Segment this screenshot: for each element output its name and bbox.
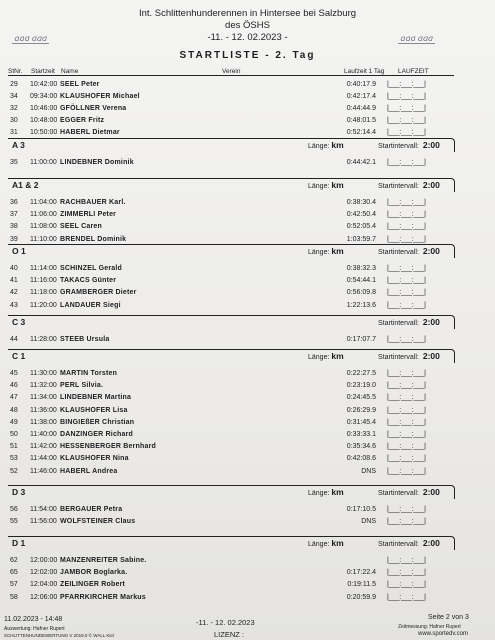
starter-row xyxy=(10,158,450,168)
laufzeit-day1: 0:48:01.5 xyxy=(346,117,376,124)
starter-name: PERL Silvia. xyxy=(60,382,104,390)
sponsor-logo-right: ᗡᗡᗡ ᗡᗡᗡ xyxy=(400,37,433,43)
interval-label: Startintervall: xyxy=(378,143,419,150)
starter-row xyxy=(10,335,450,345)
class-header xyxy=(8,315,455,329)
laufzeit-entry-box: |___:___:___| xyxy=(387,431,426,438)
interval-value: 2:00 xyxy=(422,487,440,497)
start-time: 09:34:00 xyxy=(30,93,58,100)
starter-name: HABERL Dietmar xyxy=(60,129,120,136)
starter-row xyxy=(10,116,450,126)
laufzeit-entry-box: |___:___:___| xyxy=(387,406,426,414)
starter-name: MANZENREITER Sabine. xyxy=(60,557,147,564)
class-interval xyxy=(378,179,440,193)
start-number: 47 xyxy=(10,394,18,402)
starter-name: WOLFSTEINER Claus xyxy=(60,518,136,526)
laufzeit-entry-box: |___:___:___| xyxy=(387,443,426,451)
starter-name: BERGAUER Petra xyxy=(60,506,123,513)
footer-zeitmessung: Zeitmessung: Hafner Rupert xyxy=(398,624,461,630)
starter-name: BRENDEL Dominik xyxy=(60,235,127,243)
document-title: STARTLISTE - 2. Tag xyxy=(179,50,316,61)
laufzeit-day1: 0:17:07.7 xyxy=(346,336,376,343)
laufzeit-day1: DNS xyxy=(361,518,376,526)
start-number: 48 xyxy=(10,406,18,414)
start-time: 11:42:00 xyxy=(30,443,57,451)
starter-row xyxy=(10,128,450,138)
start-time: 12:06:00 xyxy=(30,593,58,601)
starter-row xyxy=(10,556,450,566)
starter-name: HESSENBERGER Bernhard xyxy=(60,443,156,451)
start-time: 11:32:00 xyxy=(30,382,57,390)
start-number: 55 xyxy=(10,518,18,526)
event-organizer: des ÖSHS xyxy=(225,20,270,31)
start-time: 11:46:00 xyxy=(30,467,57,475)
start-time: 12:00:00 xyxy=(30,557,58,564)
laufzeit-entry-box: |___:___:___| xyxy=(387,506,426,513)
start-number: 65 xyxy=(10,569,18,577)
starter-name: SEEL Caren xyxy=(60,223,102,231)
laufzeit-day1: 0:17:10.5 xyxy=(346,506,376,513)
starter-row xyxy=(10,276,450,286)
length-unit: km xyxy=(331,140,344,150)
start-number: 51 xyxy=(10,443,18,451)
starter-name: DANZINGER Richard xyxy=(60,431,134,438)
class-length xyxy=(308,245,344,259)
starter-row xyxy=(10,393,450,403)
laufzeit-entry-box: |___:___:___| xyxy=(387,394,426,402)
laufzeit-entry-box: |___:___:___| xyxy=(387,289,426,297)
starter-name: SEEL Peter xyxy=(60,81,100,88)
footer-datetime: 11.02.2023 - 14:48 xyxy=(4,616,63,623)
class-length xyxy=(308,537,344,551)
length-unit: km xyxy=(331,351,344,361)
interval-value: 2:00 xyxy=(422,317,440,327)
laufzeit-entry-box: |___:___:___| xyxy=(387,569,426,577)
footer-dates: -11. - 12. 02.2023 xyxy=(196,618,255,627)
start-time: 11:16:00 xyxy=(30,277,57,285)
laufzeit-day1: 0:31:45.4 xyxy=(346,418,376,426)
length-label: Länge: xyxy=(308,541,330,548)
interval-value: 2:00 xyxy=(422,538,440,548)
start-number: 31 xyxy=(10,129,18,136)
start-time: 12:02:00 xyxy=(30,569,58,577)
start-time: 11:36:00 xyxy=(30,406,57,414)
starter-name: PFARRKIRCHER Markus xyxy=(60,593,146,601)
laufzeit-day1: 0:42:50.4 xyxy=(346,211,376,219)
col-verein: Verein xyxy=(222,68,241,75)
class-interval xyxy=(378,245,440,259)
starter-row xyxy=(10,222,450,232)
col-startnr: StNr. xyxy=(8,68,23,75)
starter-row xyxy=(10,92,450,102)
laufzeit-day1: 1:03:59.7 xyxy=(346,235,376,243)
starter-name: LINDEBNER Martina xyxy=(60,394,132,402)
length-unit: km xyxy=(331,180,344,190)
laufzeit-day1: 0:26:29.9 xyxy=(346,406,376,414)
start-number: 36 xyxy=(10,199,18,206)
start-number: 62 xyxy=(10,557,18,564)
starter-name: BINGIEßER Christian xyxy=(60,418,135,426)
laufzeit-entry-box: |___:___:___| xyxy=(387,129,426,136)
start-time: 11:20:00 xyxy=(30,301,57,309)
class-header xyxy=(8,244,455,258)
class-name: A1 & 2 xyxy=(12,180,39,190)
class-name: A 3 xyxy=(12,140,25,150)
class-header xyxy=(8,485,455,499)
class-header xyxy=(8,178,455,192)
laufzeit-day1: 0:52:14.4 xyxy=(346,129,376,136)
starter-row xyxy=(10,80,450,90)
class-length xyxy=(308,350,344,364)
starter-row xyxy=(10,454,450,464)
interval-label: Startintervall: xyxy=(378,183,419,190)
laufzeit-day1: 0:20:59.9 xyxy=(346,593,376,601)
start-number: 57 xyxy=(10,581,18,589)
start-time: 11:18:00 xyxy=(30,289,57,297)
starter-name: ZEILINGER Robert xyxy=(60,581,126,589)
start-time: 10:46:00 xyxy=(30,105,58,112)
class-name: C 1 xyxy=(12,351,26,361)
laufzeit-entry-box: |___:___:___| xyxy=(387,518,426,526)
length-unit: km xyxy=(331,538,344,548)
starter-name: GRAMBERGER Dieter xyxy=(60,289,137,297)
class-interval xyxy=(378,139,440,153)
laufzeit-entry-box: |___:___:___| xyxy=(387,105,426,112)
start-time: 11:30:00 xyxy=(30,370,57,377)
sponsor-logo-left: ᗡᗡᗡ ᗡᗡᗡ xyxy=(14,37,47,43)
start-number: 34 xyxy=(10,93,18,100)
class-header xyxy=(8,138,455,152)
starter-row xyxy=(10,580,450,590)
start-number: 46 xyxy=(10,382,18,390)
class-name: O 1 xyxy=(12,246,26,256)
start-number: 29 xyxy=(10,81,18,88)
class-length xyxy=(308,139,344,153)
start-number: 45 xyxy=(10,370,18,377)
starter-name: JAMBOR Boglarka. xyxy=(60,569,128,577)
interval-value: 2:00 xyxy=(422,140,440,150)
starter-row xyxy=(10,264,450,274)
class-name: D 3 xyxy=(12,487,26,497)
laufzeit-entry-box: |___:___:___| xyxy=(387,593,426,601)
event-dates: -11. - 12. 02.2023 - xyxy=(207,32,288,43)
starter-name: KLAUSHOFER Nina xyxy=(60,455,129,463)
length-unit: km xyxy=(331,246,344,256)
start-time: 11:14:00 xyxy=(30,265,57,272)
start-time: 11:10:00 xyxy=(30,235,57,243)
laufzeit-day1: 0:33:33.1 xyxy=(346,431,376,438)
start-number: 30 xyxy=(10,117,18,124)
starter-name: MARTIN Torsten xyxy=(60,370,118,377)
start-number: 56 xyxy=(10,506,18,513)
laufzeit-entry-box: |___:___:___| xyxy=(387,455,426,463)
start-time: 11:38:00 xyxy=(30,418,57,426)
start-number: 38 xyxy=(10,223,18,231)
laufzeit-day1: 0:19:11.5 xyxy=(347,581,376,589)
start-number: 52 xyxy=(10,467,18,475)
laufzeit-entry-box: |___:___:___| xyxy=(387,301,426,309)
start-time: 11:44:00 xyxy=(30,455,57,463)
class-name: C 3 xyxy=(12,317,26,327)
laufzeit-entry-box: |___:___:___| xyxy=(387,235,426,243)
laufzeit-entry-box: |___:___:___| xyxy=(387,581,426,589)
starter-name: STEEB Ursula xyxy=(60,336,110,343)
class-length xyxy=(308,179,344,193)
start-time: 10:48:00 xyxy=(30,117,58,124)
interval-label: Startintervall: xyxy=(378,354,419,361)
event-title: Int. Schlittenhunderennen in Hintersee bei Salzburg xyxy=(138,8,357,19)
length-label: Länge: xyxy=(308,354,330,361)
laufzeit-day1: 0:17:22.4 xyxy=(346,569,376,577)
starter-name: SCHINZEL Gerald xyxy=(60,265,122,272)
col-startzeit: Startzeit xyxy=(31,68,55,75)
laufzeit-entry-box: |___:___:___| xyxy=(387,370,426,377)
footer-auswertung: Auswertung: Hafner Rupert xyxy=(4,626,65,632)
starter-row xyxy=(10,406,450,416)
laufzeit-day1: 1:22:13.6 xyxy=(346,301,376,309)
laufzeit-day1: 0:42:08.6 xyxy=(346,455,376,463)
laufzeit-entry-box: |___:___:___| xyxy=(387,223,426,231)
length-label: Länge: xyxy=(308,143,330,150)
laufzeit-day1: 0:23:19.0 xyxy=(346,382,376,390)
class-name: D 1 xyxy=(12,538,26,548)
starter-row xyxy=(10,505,450,515)
starter-row xyxy=(10,381,450,391)
laufzeit-entry-box: |___:___:___| xyxy=(387,211,426,219)
interval-value: 2:00 xyxy=(422,351,440,361)
start-time: 11:54:00 xyxy=(30,506,57,513)
starter-row xyxy=(10,442,450,452)
interval-label: Startintervall: xyxy=(378,320,419,327)
starter-row xyxy=(10,593,450,603)
laufzeit-entry-box: |___:___:___| xyxy=(387,467,426,475)
laufzeit-entry-box: |___:___:___| xyxy=(387,336,426,343)
class-header xyxy=(8,536,455,550)
start-time: 10:50:00 xyxy=(30,129,58,136)
starter-row xyxy=(10,288,450,298)
start-number: 53 xyxy=(10,455,18,463)
starter-row xyxy=(10,430,450,440)
laufzeit-entry-box: |___:___:___| xyxy=(387,159,426,166)
class-length xyxy=(308,486,344,500)
laufzeit-day1: 0:38:32.3 xyxy=(346,265,376,272)
start-number: 35 xyxy=(10,159,18,166)
starter-name: HABERL Andrea xyxy=(60,467,118,475)
class-interval xyxy=(378,486,440,500)
starter-row xyxy=(10,104,450,114)
laufzeit-day1: 0:54:44.1 xyxy=(346,277,376,285)
laufzeit-day1: 0:38:30.4 xyxy=(346,199,376,206)
footer-software: SCHLITTENHUNDEWERTUNG V 2019.0 © WALL Kiel xyxy=(4,633,114,638)
laufzeit-entry-box: |___:___:___| xyxy=(387,382,426,390)
start-number: 32 xyxy=(10,105,18,112)
starter-name: EGGER Fritz xyxy=(60,117,105,124)
laufzeit-day1: DNS xyxy=(361,467,376,475)
length-unit: km xyxy=(331,487,344,497)
interval-value: 2:00 xyxy=(422,180,440,190)
start-time: 11:28:00 xyxy=(30,336,57,343)
starter-name: ZIMMERLI Peter xyxy=(60,211,117,219)
interval-label: Startintervall: xyxy=(378,249,419,256)
start-number: 40 xyxy=(10,265,18,272)
laufzeit-day1: 0:52:05.4 xyxy=(346,223,376,231)
start-number: 43 xyxy=(10,301,18,309)
starter-row xyxy=(10,210,450,220)
laufzeit-day1: 0:42:17.4 xyxy=(346,93,376,100)
starter-name: GFÖLLNER Verena xyxy=(60,105,127,112)
laufzeit-entry-box: |___:___:___| xyxy=(387,265,426,272)
interval-value: 2:00 xyxy=(422,246,440,256)
starter-row xyxy=(10,301,450,311)
start-number: 41 xyxy=(10,277,18,285)
starter-name: TAKACS Günter xyxy=(60,277,117,285)
start-number: 50 xyxy=(10,431,18,438)
laufzeit-day1: 0:22:27.5 xyxy=(346,370,376,377)
starter-name: LINDEBNER Dominik xyxy=(60,159,134,166)
interval-label: Startintervall: xyxy=(378,541,419,548)
laufzeit-day1: 0:44:42.1 xyxy=(346,159,376,166)
footer-web: www.sportedv.com xyxy=(418,631,468,637)
starter-row xyxy=(10,568,450,578)
start-time: 11:04:00 xyxy=(30,199,57,206)
starter-row xyxy=(10,369,450,379)
laufzeit-day1: 0:40:17.9 xyxy=(346,81,376,88)
starter-name: KLAUSHOFER Lisa xyxy=(60,406,128,414)
start-time: 10:42:00 xyxy=(30,81,58,88)
laufzeit-entry-box: |___:___:___| xyxy=(387,117,426,124)
starter-row xyxy=(10,467,450,477)
start-time: 11:08:00 xyxy=(30,223,57,231)
laufzeit-day1: 0:35:34.6 xyxy=(346,443,376,451)
laufzeit-day1: 0:24:45.5 xyxy=(346,394,376,402)
start-time: 11:00:00 xyxy=(30,159,57,166)
starter-row xyxy=(10,198,450,208)
start-number: 44 xyxy=(10,336,18,343)
laufzeit-entry-box: |___:___:___| xyxy=(387,557,426,564)
class-header xyxy=(8,349,455,363)
laufzeit-entry-box: |___:___:___| xyxy=(387,277,426,285)
header-rule xyxy=(8,75,454,76)
start-number: 39 xyxy=(10,235,18,243)
start-time: 11:34:00 xyxy=(30,394,57,402)
laufzeit-entry-box: |___:___:___| xyxy=(387,93,426,100)
start-time: 11:40:00 xyxy=(30,431,57,438)
start-number: 49 xyxy=(10,418,18,426)
starter-name: KLAUSHOFER Michael xyxy=(60,93,140,100)
starter-name: LANDAUER Siegi xyxy=(60,301,121,309)
interval-label: Startintervall: xyxy=(378,490,419,497)
col-name: Name xyxy=(61,68,79,75)
start-time: 12:04:00 xyxy=(30,581,58,589)
length-label: Länge: xyxy=(308,183,330,190)
starter-row xyxy=(10,418,450,428)
class-interval xyxy=(378,316,440,330)
laufzeit-entry-box: |___:___:___| xyxy=(387,199,426,206)
laufzeit-day1: 0:44:44.9 xyxy=(346,105,376,112)
laufzeit-entry-box: |___:___:___| xyxy=(387,418,426,426)
footer-page: Seite 2 von 3 xyxy=(428,614,469,621)
length-label: Länge: xyxy=(308,490,330,497)
start-number: 42 xyxy=(10,289,18,297)
laufzeit-day1: 0:56:09.8 xyxy=(346,289,376,297)
start-number: 58 xyxy=(10,593,18,601)
footer-lizenz: LIZENZ : xyxy=(214,630,245,639)
start-time: 11:56:00 xyxy=(30,518,57,526)
length-label: Länge: xyxy=(308,249,330,256)
class-interval xyxy=(378,537,440,551)
start-number: 37 xyxy=(10,211,18,219)
starter-row xyxy=(10,517,450,527)
start-time: 11:06:00 xyxy=(30,211,57,219)
col-laufzeit: LAUFZEIT xyxy=(398,68,429,75)
laufzeit-entry-box: |___:___:___| xyxy=(387,81,426,88)
col-laufzeit-1-tag: Laufzeit 1 Tag xyxy=(344,68,385,75)
starter-name: RACHBAUER Karl. xyxy=(60,199,126,206)
class-interval xyxy=(378,350,440,364)
